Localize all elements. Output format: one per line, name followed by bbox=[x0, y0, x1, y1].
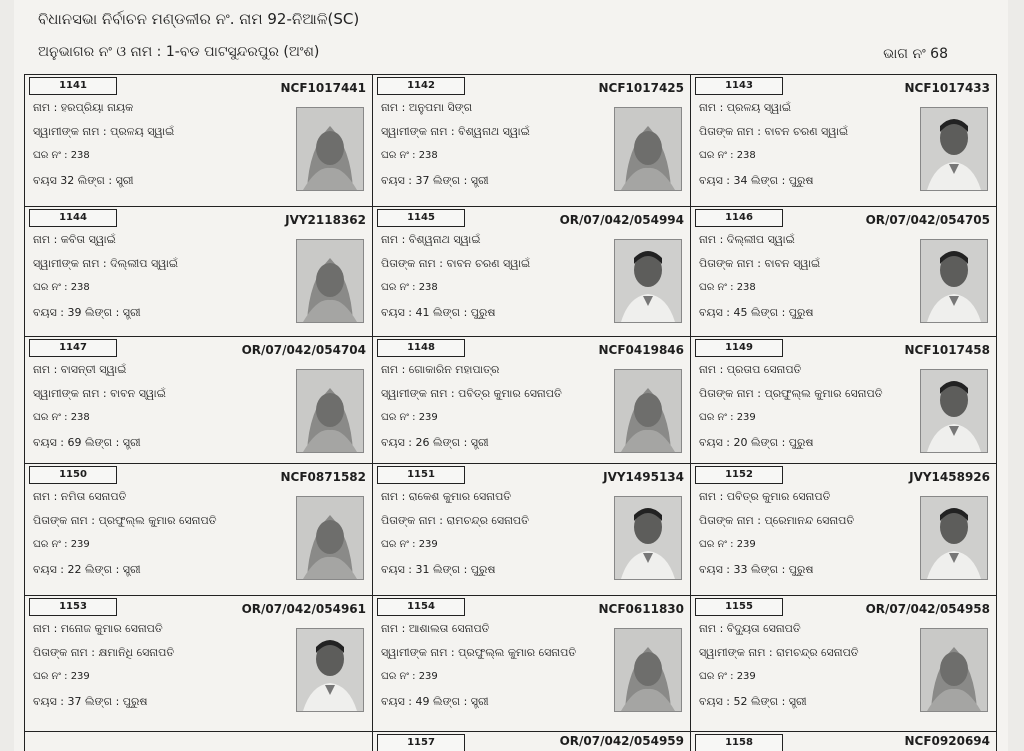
constituency-header: ବିଧାନସଭା ନିର୍ବାଚନ ମଣ୍ଡଳୀର ନଂ. ନାମ 92-ନିଆଳି(SC) bbox=[38, 10, 360, 28]
age-gender: ବୟସ : 49 ଲିଙ୍ଗ : ସ୍ତ୍ରୀ bbox=[381, 695, 489, 708]
serial-number: 1157 bbox=[377, 734, 465, 751]
epic-number: OR/07/042/054959 bbox=[559, 734, 684, 748]
epic-number: NCF1017458 bbox=[904, 343, 990, 357]
epic-number: JVY2118362 bbox=[285, 213, 366, 227]
voter-name: ନାମ : ବିଶ୍ୱନାଥ ସ୍ୱାଇଁ bbox=[381, 233, 481, 246]
voter-photo-male bbox=[614, 239, 682, 323]
voter-photo-male bbox=[920, 369, 988, 453]
house-number: ଘର ନଂ : 238 bbox=[699, 150, 756, 161]
age-gender: ବୟସ : 69 ଲିଙ୍ଗ : ସ୍ତ୍ରୀ bbox=[33, 436, 141, 449]
voter-card bbox=[25, 464, 373, 596]
epic-number: OR/07/042/054958 bbox=[865, 602, 990, 616]
relation-name: ପିତାଙ୍କ ନାମ : ବାବନ ସ୍ୱାଇଁ bbox=[699, 257, 821, 270]
house-number: ଘର ନଂ : 238 bbox=[33, 412, 90, 423]
voter-card bbox=[25, 596, 373, 732]
house-number: ଘର ନଂ : 239 bbox=[699, 412, 756, 423]
part-number: ଭାଗ ନଂ 68 bbox=[883, 46, 948, 62]
house-number: ଘର ନଂ : 239 bbox=[381, 539, 438, 550]
serial-number: 1145 bbox=[377, 209, 465, 227]
serial-number: 1155 bbox=[695, 598, 783, 616]
voter-card bbox=[373, 464, 691, 596]
voter-card bbox=[25, 75, 373, 207]
relation-name: ସ୍ୱାମୀଙ୍କ ନାମ : ପବିତ୍ର କୁମାର ସେନାପତି bbox=[381, 387, 562, 400]
voter-photo-male bbox=[920, 107, 988, 191]
voter-name: ନାମ : ନମିତା ସେନାପତି bbox=[33, 490, 127, 503]
age-gender: ବୟସ : 41 ଲିଙ୍ଗ : ପୁରୁଷ bbox=[381, 306, 496, 319]
relation-name: ପିତାଙ୍କ ନାମ : ପ୍ରେମାନନ୍ଦ ସେନାପତି bbox=[699, 514, 855, 527]
voter-photo-female bbox=[614, 628, 682, 712]
serial-number: 1146 bbox=[695, 209, 783, 227]
relation-name: ସ୍ୱାମୀଙ୍କ ନାମ : ଦିଲ୍ଲୀପ ସ୍ୱାଇଁ bbox=[33, 257, 179, 270]
relation-name: ସ୍ୱାମୀଙ୍କ ନାମ : ପ୍ରଳୟ ସ୍ୱାଇଁ bbox=[33, 125, 175, 138]
voter-name: ନାମ : କବିତା ସ୍ୱାଇଁ bbox=[33, 233, 116, 246]
voter-grid bbox=[24, 74, 997, 751]
voter-card bbox=[691, 75, 997, 207]
house-number: ଘର ନଂ : 238 bbox=[33, 282, 90, 293]
age-gender: ବୟସ : 22 ଲିଙ୍ଗ : ସ୍ତ୍ରୀ bbox=[33, 563, 141, 576]
epic-number: NCF1017425 bbox=[598, 81, 684, 95]
epic-number: JVY1495134 bbox=[603, 470, 684, 484]
serial-number: 1144 bbox=[29, 209, 117, 227]
age-gender: ବୟସ : 37 ଲିଙ୍ଗ : ପୁରୁଷ bbox=[33, 695, 148, 708]
relation-name: ସ୍ୱାମୀଙ୍କ ନାମ : ବାବନ ସ୍ୱାଇଁ bbox=[33, 387, 166, 400]
voter-name: ନାମ : ବାସନ୍ତୀ ସ୍ୱାଇଁ bbox=[33, 363, 127, 376]
voter-photo-female bbox=[614, 369, 682, 453]
epic-number: NCF0611830 bbox=[598, 602, 684, 616]
relation-name: ପିତାଙ୍କ ନାମ : ପ୍ରଫୁଲ୍ଲ କୁମାର ସେନାପତି bbox=[33, 514, 217, 527]
voter-card bbox=[25, 732, 373, 751]
voter-card bbox=[373, 732, 691, 751]
serial-number: 1149 bbox=[695, 339, 783, 357]
age-gender: ବୟସ 32 ଲିଙ୍ଗ : ସ୍ତ୍ରୀ bbox=[33, 174, 134, 187]
voter-name: ନାମ : ଗୋକାରିନ ମହାପାତ୍ର bbox=[381, 363, 500, 376]
house-number: ଘର ନଂ : 238 bbox=[381, 282, 438, 293]
epic-number: OR/07/042/054704 bbox=[241, 343, 366, 357]
voter-name: ନାମ : ଦିଲ୍ଲୀପ ସ୍ୱାଇଁ bbox=[699, 233, 795, 246]
age-gender: ବୟସ : 37 ଲିଙ୍ଗ : ସ୍ତ୍ରୀ bbox=[381, 174, 489, 187]
voter-card bbox=[691, 596, 997, 732]
epic-number: NCF0419846 bbox=[598, 343, 684, 357]
voter-photo-male bbox=[920, 496, 988, 580]
voter-card bbox=[691, 337, 997, 464]
serial-number: 1147 bbox=[29, 339, 117, 357]
epic-number: NCF1017433 bbox=[904, 81, 990, 95]
voter-card bbox=[691, 464, 997, 596]
relation-name: ସ୍ୱାମୀଙ୍କ ନାମ : ପ୍ରଫୁଲ୍ଲ କୁମାର ସେନାପତି bbox=[381, 646, 577, 659]
house-number: ଘର ନଂ : 238 bbox=[381, 150, 438, 161]
serial-number: 1143 bbox=[695, 77, 783, 95]
voter-photo-male bbox=[614, 496, 682, 580]
serial-number: 1142 bbox=[377, 77, 465, 95]
voter-photo-male bbox=[920, 239, 988, 323]
serial-number: 1151 bbox=[377, 466, 465, 484]
serial-number: 1158 bbox=[695, 734, 783, 751]
house-number: ଘର ନଂ : 238 bbox=[33, 150, 90, 161]
house-number: ଘର ନଂ : 239 bbox=[699, 539, 756, 550]
serial-number: 1153 bbox=[29, 598, 117, 616]
voter-name: ନାମ : ପ୍ରତାପ ସେନାପତି bbox=[699, 363, 802, 376]
voter-card bbox=[373, 337, 691, 464]
voter-name: ନାମ : ପ୍ରଳୟ ସ୍ୱାଇଁ bbox=[699, 101, 791, 114]
age-gender: ବୟସ : 26 ଲିଙ୍ଗ : ସ୍ତ୍ରୀ bbox=[381, 436, 489, 449]
epic-number: JVY1458926 bbox=[909, 470, 990, 484]
voter-name: ନାମ : ପବିତ୍ର କୁମାର ସେନାପତି bbox=[699, 490, 831, 503]
voter-photo-male bbox=[296, 628, 364, 712]
house-number: ଘର ନଂ : 239 bbox=[381, 412, 438, 423]
voter-card bbox=[373, 207, 691, 337]
epic-number: NCF1017441 bbox=[280, 81, 366, 95]
voter-card bbox=[373, 596, 691, 732]
serial-number: 1154 bbox=[377, 598, 465, 616]
epic-number: NCF0920694 bbox=[904, 734, 990, 748]
section-header: ଅନୁଭାଗର ନଂ ଓ ନାମ : 1-ବଡ ପାଟସୁନ୍ଦରପୁର (ଅଂଶ) bbox=[38, 44, 320, 60]
age-gender: ବୟସ : 52 ଲିଙ୍ଗ : ସ୍ତ୍ରୀ bbox=[699, 695, 807, 708]
voter-name: ନାମ : ମନୋଜ କୁମାର ସେନାପତି bbox=[33, 622, 163, 635]
voter-name: ନାମ : ଆଶାଲତା ସେନାପତି bbox=[381, 622, 490, 635]
voter-photo-female bbox=[296, 496, 364, 580]
voter-name: ନାମ : ଅନୁପମା ସିଙ୍ଗ bbox=[381, 101, 473, 114]
epic-number: OR/07/042/054705 bbox=[865, 213, 990, 227]
age-gender: ବୟସ : 39 ଲିଙ୍ଗ : ସ୍ତ୍ରୀ bbox=[33, 306, 141, 319]
electoral-roll-page bbox=[14, 0, 1008, 751]
age-gender: ବୟସ : 31 ଲିଙ୍ଗ : ପୁରୁଷ bbox=[381, 563, 496, 576]
epic-number: OR/07/042/054994 bbox=[559, 213, 684, 227]
age-gender: ବୟସ : 34 ଲିଙ୍ଗ : ପୁରୁଷ bbox=[699, 174, 814, 187]
relation-name: ପିତାଙ୍କ ନାମ : ବାବନ ଚରଣ ସ୍ୱାଇଁ bbox=[381, 257, 531, 270]
relation-name: ପିତାଙ୍କ ନାମ : ରାମଚନ୍ଦ୍ର ସେନାପତି bbox=[381, 514, 529, 527]
house-number: ଘର ନଂ : 239 bbox=[699, 671, 756, 682]
age-gender: ବୟସ : 33 ଲିଙ୍ଗ : ପୁରୁଷ bbox=[699, 563, 814, 576]
serial-number: 1152 bbox=[695, 466, 783, 484]
house-number: ଘର ନଂ : 239 bbox=[33, 671, 90, 682]
voter-card bbox=[373, 75, 691, 207]
house-number: ଘର ନଂ : 239 bbox=[33, 539, 90, 550]
epic-number: OR/07/042/054961 bbox=[241, 602, 366, 616]
voter-card bbox=[25, 207, 373, 337]
relation-name: ସ୍ୱାମୀଙ୍କ ନାମ : ରାମଚନ୍ଦ୍ର ସେନାପତି bbox=[699, 646, 859, 659]
serial-number: 1148 bbox=[377, 339, 465, 357]
voter-card bbox=[25, 337, 373, 464]
relation-name: ସ୍ୱାମୀଙ୍କ ନାମ : ବିଶ୍ୱନାଥ ସ୍ୱାଇଁ bbox=[381, 125, 530, 138]
voter-card bbox=[691, 732, 997, 751]
house-number: ଘର ନଂ : 238 bbox=[699, 282, 756, 293]
voter-name: ନାମ : ହରପ୍ରିୟା ନାୟକ bbox=[33, 101, 134, 114]
voter-photo-female bbox=[296, 239, 364, 323]
voter-card bbox=[691, 207, 997, 337]
relation-name: ପିତାଙ୍କ ନାମ : ବାବନ ଚରଣ ସ୍ୱାଇଁ bbox=[699, 125, 849, 138]
relation-name: ପିତାଙ୍କ ନାମ : କ୍ଷମାନିଧି ସେନାପତି bbox=[33, 646, 175, 659]
voter-photo-female bbox=[296, 369, 364, 453]
house-number: ଘର ନଂ : 239 bbox=[381, 671, 438, 682]
relation-name: ପିତାଙ୍କ ନାମ : ପ୍ରଫୁଲ୍ଲ କୁମାର ସେନାପତି bbox=[699, 387, 883, 400]
voter-name: ନାମ : ବିଦ୍ୟୁତା ସେନାପତି bbox=[699, 622, 801, 635]
age-gender: ବୟସ : 45 ଲିଙ୍ଗ : ପୁରୁଷ bbox=[699, 306, 814, 319]
epic-number: NCF0871582 bbox=[280, 470, 366, 484]
serial-number: 1141 bbox=[29, 77, 117, 95]
age-gender: ବୟସ : 20 ଲିଙ୍ଗ : ପୁରୁଷ bbox=[699, 436, 814, 449]
voter-photo-female bbox=[920, 628, 988, 712]
voter-name: ନାମ : ରାକେଶ କୁମାର ସେନାପତି bbox=[381, 490, 512, 503]
serial-number: 1150 bbox=[29, 466, 117, 484]
voter-photo-female bbox=[296, 107, 364, 191]
voter-photo-female bbox=[614, 107, 682, 191]
